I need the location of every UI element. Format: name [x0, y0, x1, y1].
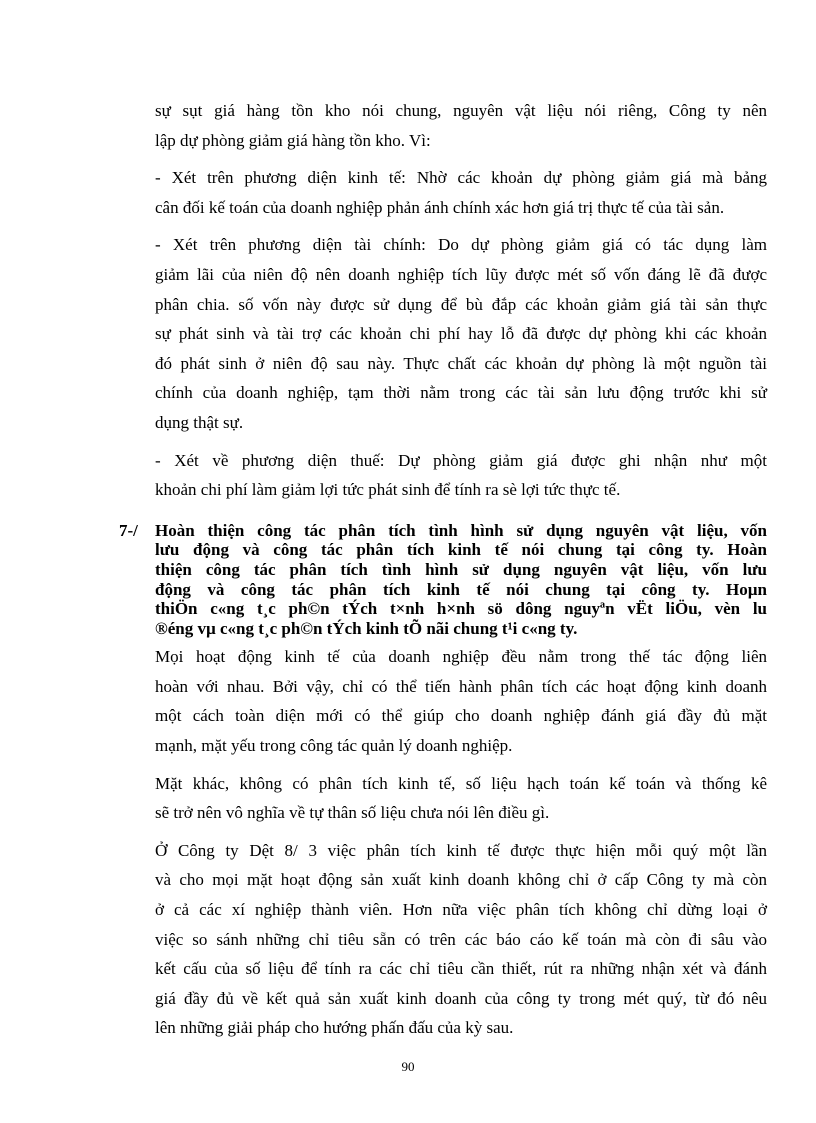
text-line: lập dự phòng giảm giá hàng tồn kho. Vì: — [155, 130, 431, 150]
paragraph-p5 — [155, 642, 767, 760]
text-line: đó phát sinh ở niên độ sau này. Thực chất các khoản dự phòng là một nguồn tài — [155, 353, 767, 373]
heading-line: Hoàn thiện công tác phân tích tình hình sử dụng nguyên vật liệu, vốn — [155, 520, 767, 540]
text-line: kết cấu của số liệu để tính ra các chỉ tiêu cần thiết, rút ra những nhận xét và đánh — [155, 959, 767, 979]
paragraph-p4 — [155, 446, 767, 505]
heading-line: thiÖn c«ng t¸c ph©n tÝch t×nh h×nh sö dông nguyªn vËt liÖu, vèn lu — [155, 599, 767, 619]
section-heading — [121, 521, 767, 639]
paragraph-p3 — [155, 230, 767, 437]
text-line: việc so sánh những chỉ tiêu sẵn có trên các báo cáo kế toán mà còn đi sâu vào — [155, 929, 767, 949]
text-line: mạnh, mặt yếu trong công tác quản lý doanh nghiệp. — [155, 736, 513, 756]
document-body — [119, 96, 767, 1051]
text-line: giảm lãi của niên độ nên doanh nghiệp tích lũy được mét số vốn đáng lẽ đã được — [155, 264, 767, 284]
text-line: cân đối kế toán của doanh nghiệp phản ánh chính xác hơn giá trị thực tế của tài sản. — [155, 197, 725, 217]
section-bottom — [155, 642, 767, 1043]
text-line: chính của doanh nghiệp, tạm thời nằm trong các tài sản lưu động trước khi sử — [155, 383, 767, 403]
text-line: khoản chi phí làm giảm lợi tức phát sinh để tính ra sè lợi tức thực tế. — [155, 480, 621, 500]
heading-line: lưu động và công tác phân tích kinh tế nói chung tại công ty. Hoàn — [155, 540, 767, 560]
heading-line: ®éng vµ c«ng t¸c ph©n tÝch kinh tÕ nãi chung t¹i c«ng ty. — [155, 618, 578, 638]
text-line: giá đầy đủ về kết quả sản xuất kinh doanh của công ty trong mét quý, từ đó nêu — [155, 988, 767, 1008]
text-line: lên những giải pháp cho hướng phấn đấu của kỳ sau. — [155, 1018, 514, 1038]
text-line: ở cả các xí nghiệp thành viên. Hơn nữa việc phân tích không chỉ dừng loại ở — [155, 900, 767, 920]
heading-line: động và công tác phân tích kinh tế nói chung tại công ty. Hoµn — [155, 579, 767, 599]
text-line: - Xét về phương diện thuế: Dự phòng giảm giá được ghi nhận như một — [155, 450, 767, 470]
heading-text — [155, 521, 767, 639]
heading-line: thiện công tác phân tích tình hình sử dụng nguyên vật liệu, vốn lưu — [155, 559, 767, 579]
text-line: một cách toàn diện mới có thể giúp cho doanh nghiệp đánh giá đầy đủ mặt — [155, 706, 767, 726]
page-number: 90 — [401, 1059, 415, 1074]
text-line: phân chia. số vốn này được sử dụng để bù đắp các khoản giảm giá tài sản thực — [155, 294, 767, 314]
heading-number: 7-/ — [119, 520, 138, 540]
text-line: - Xét trên phương diện tài chính: Do dự phòng giảm giá có tác dụng làm — [155, 235, 767, 255]
text-line: sự phát sinh và tài trợ các khoản chi phí hay lỗ đã được dự phòng khi các khoản — [155, 324, 767, 344]
section-top — [155, 96, 767, 505]
text-line: Mọi hoạt động kinh tế của doanh nghiệp đều nằm trong thế tác động liên — [155, 647, 767, 667]
text-line: dụng thật sự. — [155, 412, 244, 432]
paragraph-p6 — [155, 769, 767, 828]
text-line: sự sụt giá hàng tồn kho nói chung, nguyên vật liệu nói riêng, Công ty nên — [155, 101, 767, 120]
text-line: hoàn với nhau. Bởi vậy, chỉ có thể tiến hành phân tích các hoạt động kinh doanh — [155, 676, 767, 696]
paragraph-p2 — [155, 163, 767, 222]
text-line: sẽ trở nên vô nghĩa về tự thân số liệu chưa nói lên điều gì. — [155, 803, 550, 823]
paragraph-p1 — [155, 96, 767, 155]
paragraph-p7 — [155, 836, 767, 1043]
text-line: và cho mọi mặt hoạt động sản xuất kinh doanh không chỉ ở cấp Công ty mà còn — [155, 870, 767, 890]
text-line: - Xét trên phương diện kinh tế: Nhờ các khoản dự phòng giảm giá mà bảng — [155, 168, 767, 188]
text-line: Ở Công ty Dệt 8/ 3 việc phân tích kinh tế được thực hiện mỗi quý một lần — [155, 840, 767, 860]
text-line: Mặt khác, không có phân tích kinh tế, số liệu hạch toán kế toán và thống kê — [155, 773, 767, 793]
